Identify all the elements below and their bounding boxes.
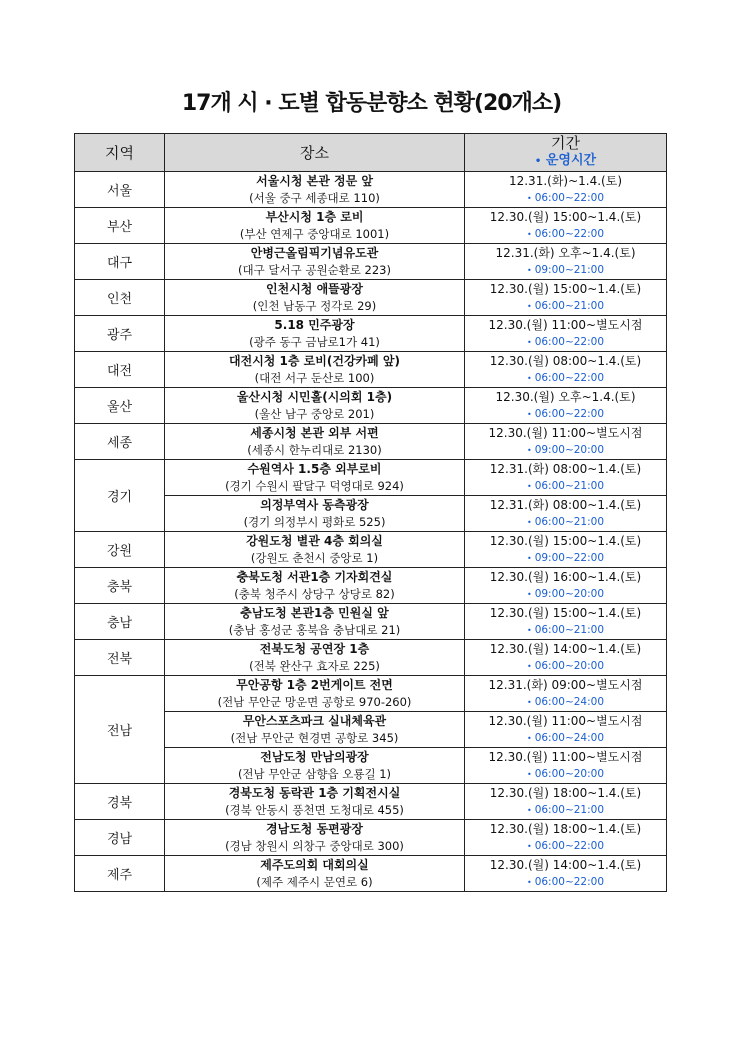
place-name: 경북도청 동락관 1층 기획전시실 [228, 786, 401, 800]
period-cell [465, 352, 667, 388]
table-header-row [75, 134, 667, 172]
period-cell [465, 496, 667, 532]
region-cell: 인천 [75, 280, 165, 316]
region-cell: 경남 [75, 820, 165, 856]
place-cell [165, 172, 465, 208]
place-address: (제주 제주시 문연로 6) [256, 875, 373, 889]
place-address: (인천 남동구 정각로 29) [252, 299, 377, 313]
operating-hours-text: 06:00~22:00 [534, 839, 605, 852]
operating-hours-text: 09:00~22:00 [534, 551, 605, 564]
operating-hours-text: 06:00~22:00 [534, 191, 605, 204]
table-row [75, 676, 667, 712]
hours-header-text: 운영시간 [545, 153, 597, 168]
period-dates: 12.31.(화) 09:00~별도시점 [488, 677, 643, 692]
place-name: 강원도청 별관 4층 회의실 [246, 534, 383, 548]
operating-hours-text: 09:00~20:00 [534, 443, 605, 456]
table-row [75, 316, 667, 352]
period-dates: 12.31.(화) 08:00~1.4.(토) [489, 461, 642, 476]
period-dates: 12.30.(월) 15:00~1.4.(토) [489, 533, 642, 548]
operating-hours [465, 550, 666, 567]
place-name: 세종시청 본관 외부 서편 [250, 426, 379, 440]
place-address: (경기 수원시 팔달구 덕영대로 924) [225, 479, 404, 493]
bullet-icon: • [526, 661, 532, 671]
operating-hours-text: 06:00~21:00 [534, 479, 605, 492]
region-cell: 강원 [75, 532, 165, 568]
operating-hours [465, 226, 666, 243]
place-name: 인천시청 애뜰광장 [266, 282, 363, 296]
period-dates: 12.30.(월) 15:00~1.4.(토) [489, 605, 642, 620]
period-cell [465, 640, 667, 676]
operating-hours [465, 370, 666, 387]
operating-hours-text: 06:00~21:00 [534, 515, 605, 528]
place-name: 제주도의회 대회의실 [260, 858, 369, 872]
table-row [75, 856, 667, 892]
bullet-icon: • [534, 156, 542, 167]
operating-hours-text: 06:00~22:00 [534, 371, 605, 384]
period-dates: 12.30.(월) 오후~1.4.(토) [495, 389, 636, 404]
table-body [75, 172, 667, 892]
operating-hours-text: 09:00~21:00 [534, 263, 605, 276]
place-address: (울산 남구 중앙로 201) [254, 407, 375, 421]
page-title: 17개 시 · 도별 합동분향소 현황(20개소) [181, 91, 562, 116]
place-cell [165, 820, 465, 856]
period-dates: 12.30.(월) 11:00~별도시점 [488, 425, 643, 440]
operating-hours [465, 694, 666, 711]
bullet-icon: • [526, 517, 532, 527]
operating-hours [465, 442, 666, 459]
operating-hours [465, 190, 666, 207]
place-column-header: 장소 [165, 134, 465, 172]
operating-hours [465, 766, 666, 783]
period-dates: 12.30.(월) 11:00~별도시점 [488, 713, 643, 728]
bullet-icon: • [526, 697, 532, 707]
place-cell [165, 496, 465, 532]
region-cell: 전남 [75, 676, 165, 784]
period-cell [465, 748, 667, 784]
place-name: 전북도청 공연장 1층 [259, 642, 370, 656]
bullet-icon: • [526, 841, 532, 851]
bullet-icon: • [526, 373, 532, 383]
table-row [75, 424, 667, 460]
place-address: (광주 동구 금남로1가 41) [249, 335, 380, 349]
place-cell [165, 388, 465, 424]
place-name: 무안스포츠파크 실내체육관 [242, 714, 387, 728]
period-dates: 12.30.(월) 16:00~1.4.(토) [489, 569, 642, 584]
bullet-icon: • [526, 337, 532, 347]
operating-hours [465, 406, 666, 423]
place-cell [165, 568, 465, 604]
period-cell [465, 676, 667, 712]
period-cell [465, 172, 667, 208]
place-cell [165, 640, 465, 676]
place-address: (대전 서구 둔산로 100) [254, 371, 375, 385]
period-cell [465, 388, 667, 424]
table-row [75, 460, 667, 496]
region-cell: 경북 [75, 784, 165, 820]
operating-hours [465, 874, 666, 891]
period-cell [465, 604, 667, 640]
bullet-icon: • [526, 481, 532, 491]
period-dates: 12.31.(화) 08:00~1.4.(토) [489, 497, 642, 512]
operating-hours [465, 730, 666, 747]
region-cell: 광주 [75, 316, 165, 352]
bullet-icon: • [526, 409, 532, 419]
period-column-header [465, 134, 667, 172]
operating-hours-text: 06:00~20:00 [534, 767, 605, 780]
bullet-icon: • [526, 589, 532, 599]
place-address: (부산 연제구 중앙대로 1001) [239, 227, 390, 241]
table-row [75, 208, 667, 244]
bullet-icon: • [526, 301, 532, 311]
bullet-icon: • [526, 265, 532, 275]
period-cell [465, 856, 667, 892]
operating-hours-text: 06:00~22:00 [534, 407, 605, 420]
table-row [75, 172, 667, 208]
place-cell [165, 280, 465, 316]
memorial-altar-table [74, 133, 667, 892]
bullet-icon: • [526, 769, 532, 779]
operating-hours-text: 06:00~20:00 [534, 659, 605, 672]
bullet-icon: • [526, 625, 532, 635]
period-cell [465, 820, 667, 856]
operating-hours [465, 586, 666, 603]
region-cell: 울산 [75, 388, 165, 424]
region-cell: 서울 [75, 172, 165, 208]
place-name: 경남도청 동편광장 [266, 822, 363, 836]
place-cell [165, 712, 465, 748]
period-header-label: 기간 [551, 134, 580, 152]
period-dates: 12.30.(월) 14:00~1.4.(토) [489, 857, 642, 872]
place-name: 충북도청 서관1층 기자회견실 [236, 570, 393, 584]
table-row [75, 640, 667, 676]
period-cell [465, 784, 667, 820]
bullet-icon: • [526, 733, 532, 743]
table-row [75, 784, 667, 820]
period-cell [465, 532, 667, 568]
operating-hours [465, 802, 666, 819]
period-dates: 12.30.(월) 08:00~1.4.(토) [489, 353, 642, 368]
period-dates: 12.30.(월) 18:00~1.4.(토) [489, 785, 642, 800]
period-cell [465, 208, 667, 244]
region-cell: 세종 [75, 424, 165, 460]
place-cell [165, 352, 465, 388]
place-cell [165, 460, 465, 496]
operating-hours-text: 06:00~24:00 [534, 731, 605, 744]
place-address: (전북 완산구 효자로 225) [249, 659, 380, 673]
operating-hours [465, 262, 666, 279]
place-name: 무안공항 1층 2번게이트 전면 [236, 678, 393, 692]
period-dates: 12.31.(화)~1.4.(토) [508, 173, 623, 188]
place-address: (전남 무안군 현경면 공항로 345) [230, 731, 399, 745]
period-dates: 12.30.(월) 14:00~1.4.(토) [489, 641, 642, 656]
region-cell: 충남 [75, 604, 165, 640]
operating-hours [465, 478, 666, 495]
operating-hours-text: 06:00~21:00 [534, 299, 605, 312]
period-cell [465, 712, 667, 748]
period-cell [465, 568, 667, 604]
bullet-icon: • [526, 193, 532, 203]
region-cell: 전북 [75, 640, 165, 676]
bullet-icon: • [526, 445, 532, 455]
hours-header-label [465, 152, 666, 170]
period-cell [465, 460, 667, 496]
region-cell: 대전 [75, 352, 165, 388]
operating-hours-text: 06:00~21:00 [534, 803, 605, 816]
operating-hours-text: 06:00~24:00 [534, 695, 605, 708]
place-address: (전남 무안군 망운면 공항로 970-260) [217, 695, 412, 709]
table-row [75, 280, 667, 316]
place-address: (경북 안동시 풍천면 도청대로 455) [225, 803, 404, 817]
table-row [75, 532, 667, 568]
place-name: 안병근올림픽기념유도관 [250, 246, 379, 260]
operating-hours [465, 298, 666, 315]
place-name: 5.18 민주광장 [274, 318, 355, 332]
region-column-header: 지역 [75, 134, 165, 172]
place-address: (충북 청주시 상당구 상당로 82) [234, 587, 395, 601]
place-address: (강원도 춘천시 중앙로 1) [250, 551, 379, 565]
place-cell [165, 748, 465, 784]
place-name: 충남도청 본관1층 민원실 앞 [240, 606, 389, 620]
place-cell [165, 316, 465, 352]
place-name: 수원역사 1.5층 외부로비 [247, 462, 382, 476]
table-row [75, 388, 667, 424]
place-cell [165, 676, 465, 712]
period-dates: 12.30.(월) 11:00~별도시점 [488, 749, 643, 764]
period-dates: 12.30.(월) 11:00~별도시점 [488, 317, 643, 332]
bullet-icon: • [526, 877, 532, 887]
region-cell: 경기 [75, 460, 165, 532]
period-dates: 12.31.(화) 오후~1.4.(토) [495, 245, 636, 260]
bullet-icon: • [526, 553, 532, 563]
place-name: 의정부역사 동측광장 [260, 498, 369, 512]
place-address: (서울 중구 세종대로 110) [249, 191, 380, 205]
place-name: 전남도청 만남의광장 [260, 750, 369, 764]
period-dates: 12.30.(월) 15:00~1.4.(토) [489, 281, 642, 296]
period-cell [465, 280, 667, 316]
region-cell: 충북 [75, 568, 165, 604]
place-name: 서울시청 본관 정문 앞 [256, 174, 373, 188]
place-address: (전남 무안군 삼향읍 오룡길 1) [237, 767, 392, 781]
table-row [75, 604, 667, 640]
operating-hours [465, 514, 666, 531]
period-cell [465, 424, 667, 460]
bullet-icon: • [526, 805, 532, 815]
operating-hours [465, 334, 666, 351]
operating-hours [465, 658, 666, 675]
place-address: (경남 창원시 의창구 중앙대로 300) [225, 839, 404, 853]
place-cell [165, 856, 465, 892]
operating-hours-text: 09:00~20:00 [534, 587, 605, 600]
bullet-icon: • [526, 229, 532, 239]
operating-hours [465, 838, 666, 855]
period-dates: 12.30.(월) 18:00~1.4.(토) [489, 821, 642, 836]
place-address: (대구 달서구 공원순환로 223) [238, 263, 391, 277]
period-cell [465, 316, 667, 352]
operating-hours-text: 06:00~22:00 [534, 335, 605, 348]
place-cell [165, 532, 465, 568]
operating-hours [465, 622, 666, 639]
place-address: (세종시 한누리대로 2130) [247, 443, 382, 457]
place-cell [165, 604, 465, 640]
place-name: 울산시청 시민홀(시의회 1층) [236, 390, 393, 404]
place-name: 부산시청 1층 로비 [265, 210, 364, 224]
operating-hours-text: 06:00~21:00 [534, 623, 605, 636]
place-name: 대전시청 1층 로비(건강카페 앞) [229, 354, 400, 368]
period-cell [465, 244, 667, 280]
operating-hours-text: 06:00~22:00 [534, 875, 605, 888]
table-row [75, 568, 667, 604]
operating-hours-text: 06:00~22:00 [534, 227, 605, 240]
period-dates: 12.30.(월) 15:00~1.4.(토) [489, 209, 642, 224]
table-row [75, 820, 667, 856]
place-cell [165, 784, 465, 820]
place-cell [165, 208, 465, 244]
place-cell [165, 244, 465, 280]
table-row [75, 352, 667, 388]
place-address: (충남 홍성군 홍북읍 충남대로 21) [228, 623, 401, 637]
region-cell: 제주 [75, 856, 165, 892]
region-cell: 대구 [75, 244, 165, 280]
region-cell: 부산 [75, 208, 165, 244]
place-address: (경기 의정부시 평화로 525) [243, 515, 386, 529]
table-row [75, 244, 667, 280]
place-cell [165, 424, 465, 460]
